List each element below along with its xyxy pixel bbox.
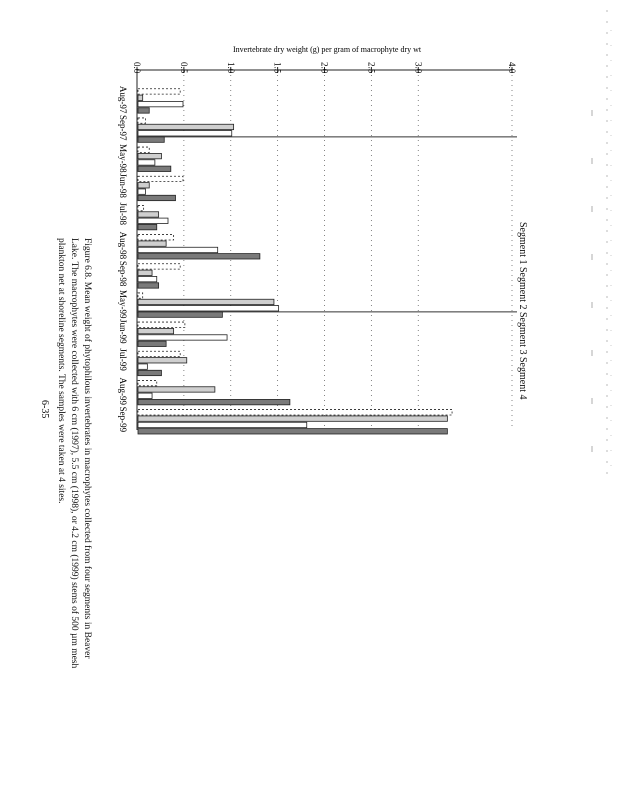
category-label: May-98 (118, 144, 128, 173)
bar-segment-2 (138, 183, 149, 188)
category-label: Aug-99 (118, 377, 128, 405)
category-label: Sep-99 (118, 406, 128, 433)
category-label: Jul-98 (118, 202, 128, 225)
bar-segment-4 (138, 195, 176, 200)
bar-segment-4 (138, 341, 166, 346)
bar-segment-2 (138, 270, 152, 275)
category-label: Sep-98 (118, 260, 128, 287)
bar-segment-3 (138, 364, 147, 369)
bar-segment-4 (138, 224, 157, 229)
category-label: Jun-99 (118, 319, 128, 344)
category-label: Aug-98 (118, 231, 128, 260)
bar-segment-1 (138, 380, 157, 385)
figure-caption-line-1: Figure 6.8. Mean weight of phytophilous invertebrates in macrophytes collected from four segments in Beaver (82, 238, 92, 659)
bar-segment-1 (138, 351, 180, 356)
bar-segment-1 (138, 205, 144, 210)
bar-segment-4 (138, 429, 447, 434)
bar-segment-1 (138, 147, 149, 152)
value-tick-label: 1.5 (272, 62, 283, 74)
bar-segment-3 (138, 101, 183, 106)
bar-segment-1 (138, 293, 143, 298)
page-number: 6-35 (39, 400, 50, 419)
bar-segment-3 (138, 218, 168, 223)
legend-title: Segment 1 Segment 2 Segment 3 Segment 4 (517, 222, 528, 400)
bar-segment-2 (138, 153, 161, 158)
bar-segment-2 (138, 95, 143, 100)
figure-caption-line-2: Lake. The macrophytes were collected with 6 cm (1997), 5.5 cm (1998), or 4.2 cm (1999) stems of 500 µm mesh (69, 238, 79, 669)
value-tick-label: 4.0 (507, 62, 517, 74)
bar-segment-4 (138, 108, 149, 113)
bar-segment-4 (138, 254, 260, 259)
value-tick-label: 0.5 (178, 62, 189, 74)
category-label: Sep-97 (118, 115, 128, 141)
bar-segment-2 (138, 124, 234, 129)
bar-segment-4 (138, 399, 290, 404)
bar-segment-3 (138, 276, 157, 281)
bar-segment-2 (138, 241, 166, 246)
chart-bars (138, 89, 452, 434)
category-label: Aug-97 (118, 85, 128, 114)
bar-segment-1 (138, 118, 146, 123)
bar-segment-1 (138, 89, 180, 94)
bar-segment-2 (138, 358, 187, 363)
bar-segment-2 (138, 416, 447, 421)
bar-segment-2 (138, 328, 174, 333)
bar-segment-3 (138, 393, 152, 398)
bar-segment-1 (138, 410, 452, 415)
bar-segment-4 (138, 370, 161, 375)
bar-segment-3 (138, 160, 155, 165)
category-label: May-99 (118, 290, 128, 319)
bar-segment-3 (138, 189, 146, 194)
bar-segment-1 (138, 176, 183, 181)
category-label: Jun-98 (118, 173, 128, 198)
bar-segment-3 (138, 306, 279, 311)
bar-segment-2 (138, 212, 159, 217)
bar-segment-4 (138, 137, 164, 142)
bar-segment-2 (138, 299, 274, 304)
value-axis-title: Invertebrate dry weight (g) per gram of macrophyte dry wt (233, 45, 422, 54)
bar-segment-3 (138, 422, 307, 427)
bar-segment-2 (138, 387, 215, 392)
scan-edge-marks (604, 10, 614, 480)
bar-segment-1 (138, 264, 180, 269)
bar-segment-4 (138, 166, 171, 171)
value-tick-label: 2.0 (319, 62, 330, 74)
value-tick-label: 2.5 (366, 62, 377, 74)
value-tick-label: 1.0 (225, 62, 236, 74)
bar-segment-3 (138, 247, 218, 252)
value-tick-label: 0.0 (132, 62, 142, 74)
bar-segment-1 (138, 322, 185, 327)
bar-segment-1 (138, 235, 174, 240)
figure-caption-line-3: plankton net at shoreline segments. The samples were taken at 4 sites. (56, 238, 66, 504)
value-tick-label: 3.0 (413, 62, 424, 74)
bar-segment-3 (138, 131, 232, 136)
bar-segment-4 (138, 283, 159, 288)
bar-segment-3 (138, 335, 227, 340)
category-label: Jul-99 (118, 348, 128, 371)
bar-segment-4 (138, 312, 222, 317)
